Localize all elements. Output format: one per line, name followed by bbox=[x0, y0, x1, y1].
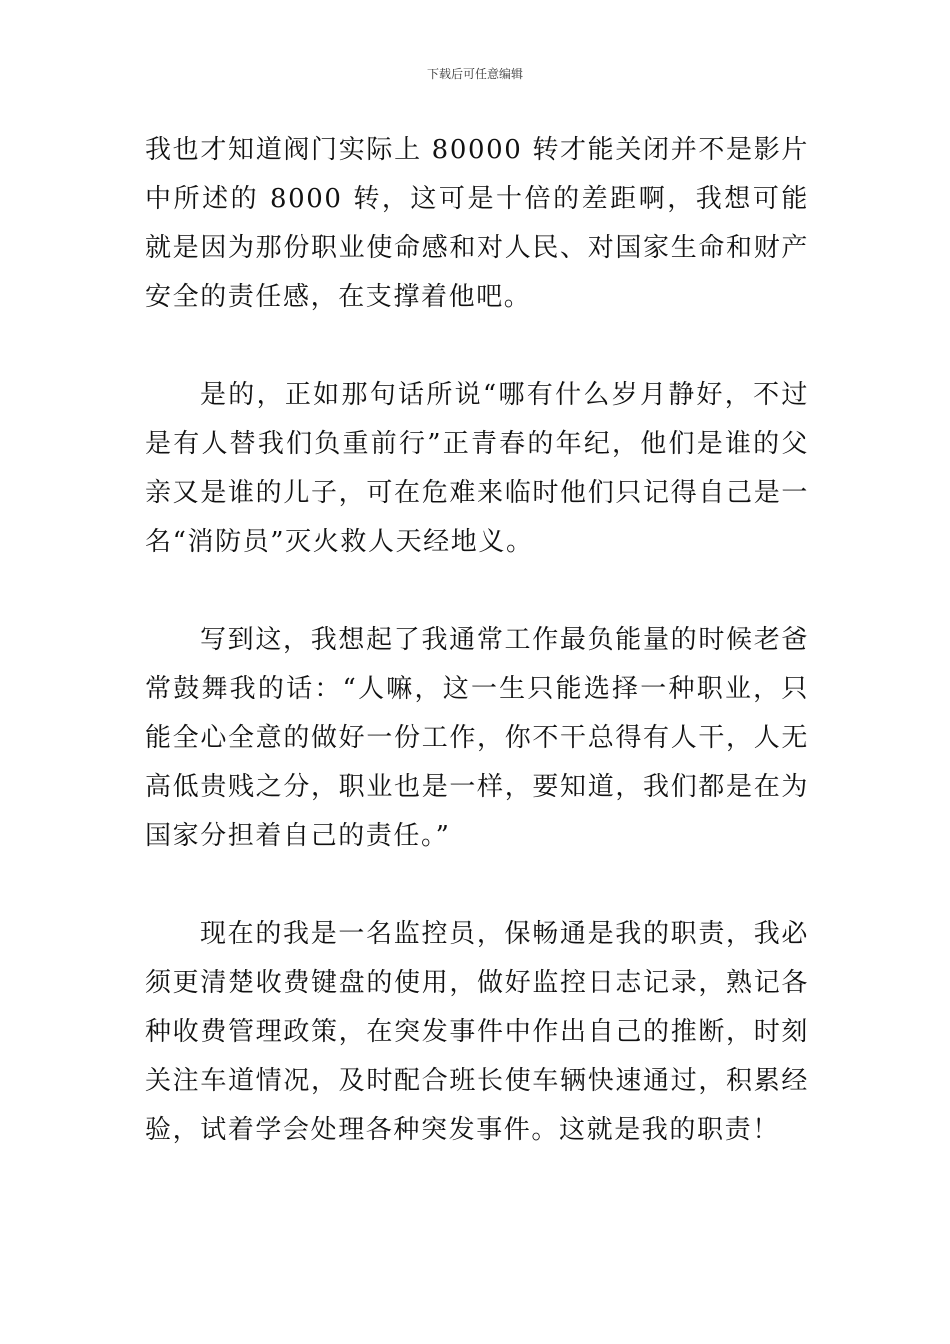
header-note: 下载后可任意编辑 bbox=[426, 67, 523, 81]
paragraph-4: 现在的我是一名监控员，保畅通是我的职责，我必须更清楚收费键盘的使用，做好监控日志记录，熟记各种收费管理政策，在突发事件中作出自己的推断，时刻关注车道情况，及时配合班长使车辆快速通过，积累经验，试着学会处理各种突发事件。这就是我的职责！ bbox=[145, 919, 809, 1145]
paragraph-1: 我也才知道阀门实际上 80000 转才能关闭并不是影片中所述的 8000 转，这可是十倍的差距啊，我想可能就是因为那份职业使命感和对人民、对国家生命和财产安全的责任感，在支撑着他吧。 bbox=[145, 135, 809, 312]
paragraph-3: 写到这，我想起了我通常工作最负能量的时候老爸常鼓舞我的话：“人嘛，这一生只能选择一种职业，只能全心全意的做好一份工作，你不干总得有人干，人无高低贵贱之分，职业也是一样，要知道，我们都是在为国家分担着自己的责任。” bbox=[145, 625, 809, 851]
document-body bbox=[145, 126, 809, 1155]
paragraph-2: 是的，正如那句话所说“哪有什么岁月静好，不过是有人替我们负重前行”正青春的年纪，他们是谁的父亲又是谁的儿子，可在危难来临时他们只记得自己是一名“消防员”灭火救人天经地义。 bbox=[145, 380, 809, 557]
